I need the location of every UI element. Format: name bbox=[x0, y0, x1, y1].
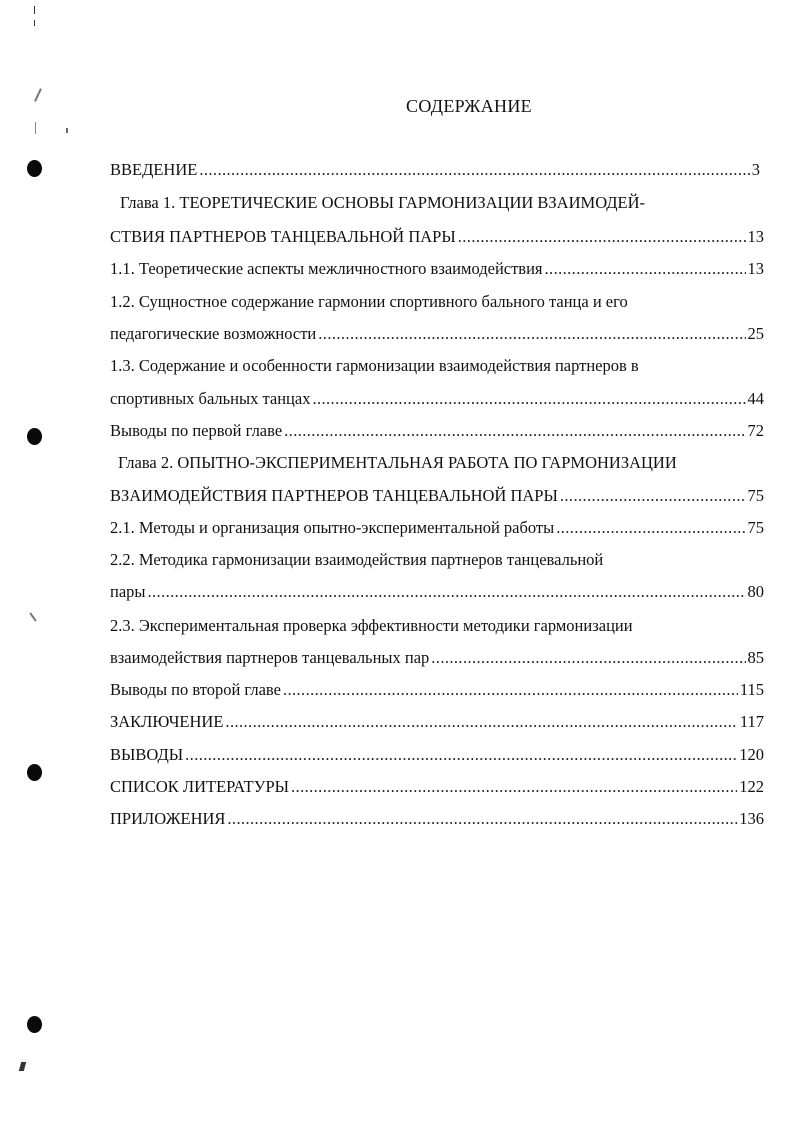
toc-entry-chapter1 bbox=[110, 227, 764, 247]
toc-dot-leader bbox=[291, 777, 737, 797]
toc-page-number: 115 bbox=[739, 680, 764, 699]
toc-entry-1-2-line1: 1.2. Сущностное содержание гармонии спортивного бального танца и его bbox=[110, 292, 628, 311]
toc-dot-leader bbox=[148, 582, 746, 602]
page-title: СОДЕРЖАНИЕ bbox=[406, 96, 532, 116]
toc-entry-title: ВЫВОДЫ bbox=[110, 745, 184, 764]
toc-entry-title: 2.1. Методы и организация опытно-экспериментальной работы bbox=[110, 518, 555, 537]
toc-page-number: 117 bbox=[739, 712, 764, 731]
toc-entry-title: ЗАКЛЮЧЕНИЕ bbox=[110, 712, 224, 731]
toc-entry-findings bbox=[110, 745, 764, 765]
toc-entry-chapter2-line1: Глава 2. ОПЫТНО-ЭКСПЕРИМЕНТАЛЬНАЯ РАБОТА ПО ГАРМОНИЗАЦИИ bbox=[118, 453, 677, 472]
toc-dot-leader bbox=[545, 259, 746, 279]
toc-page-number: 25 bbox=[747, 324, 764, 343]
toc-page-number: 72 bbox=[747, 421, 764, 440]
toc-dot-leader bbox=[185, 745, 737, 765]
toc-entry-title: педагогические возможности bbox=[110, 324, 317, 343]
toc-dot-leader bbox=[284, 421, 745, 441]
toc-entry-2-3-line1: 2.3. Экспериментальная проверка эффективности методики гармонизации bbox=[110, 616, 633, 635]
toc-dot-leader bbox=[458, 227, 746, 247]
toc-dot-leader bbox=[199, 160, 749, 180]
toc-entry-introduction bbox=[110, 160, 760, 180]
toc-page-number: 75 bbox=[747, 518, 764, 537]
toc-dot-leader bbox=[283, 680, 738, 700]
toc-page-number: 120 bbox=[739, 745, 764, 764]
toc-entry-title: пары bbox=[110, 582, 146, 601]
toc-page-number: 75 bbox=[747, 486, 764, 505]
toc-entry-1-3 bbox=[110, 389, 764, 409]
toc-entry-conclusions-ch2 bbox=[110, 680, 764, 700]
toc-entry-chapter2 bbox=[110, 486, 764, 506]
toc-entry-title: ВЗАИМОДЕЙСТВИЯ ПАРТНЕРОВ ТАНЦЕВАЛЬНОЙ ПАРЫ bbox=[110, 486, 558, 505]
toc-page-number: 136 bbox=[739, 809, 764, 828]
toc-entry-1-3-line1: 1.3. Содержание и особенности гармонизации взаимодействия партнеров в bbox=[110, 356, 639, 375]
toc-entry-title: ПРИЛОЖЕНИЯ bbox=[110, 809, 226, 828]
toc-entry-title: 1.1. Теоретические аспекты межличностного взаимодействия bbox=[110, 259, 543, 278]
toc-entry-conclusion bbox=[110, 712, 764, 732]
toc-entry-2-2 bbox=[110, 582, 764, 602]
toc-entry-title: спортивных бальных танцах bbox=[110, 389, 311, 408]
toc-dot-leader bbox=[227, 809, 737, 829]
toc-entry-2-2-line1: 2.2. Методика гармонизации взаимодействия партнеров танцевальной bbox=[110, 550, 604, 569]
toc-entry-title: взаимодействия партнеров танцевальных пар bbox=[110, 648, 430, 667]
toc-entry-chapter1-line1: Глава 1. ТЕОРЕТИЧЕСКИЕ ОСНОВЫ ГАРМОНИЗАЦИИ ВЗАИМОДЕЙ- bbox=[120, 193, 646, 212]
toc-page-number: 85 bbox=[747, 648, 764, 667]
toc-entry-bibliography bbox=[110, 777, 764, 797]
toc-entry-1-1 bbox=[110, 259, 764, 279]
toc-dot-leader bbox=[312, 389, 745, 409]
toc-entry-2-1 bbox=[110, 518, 764, 538]
toc-entry-2-3 bbox=[110, 648, 764, 668]
toc-dot-leader bbox=[318, 324, 745, 344]
toc-entry-appendices bbox=[110, 809, 764, 829]
toc-entry-title: СТВИЯ ПАРТНЕРОВ ТАНЦЕВАЛЬНОЙ ПАРЫ bbox=[110, 227, 456, 246]
toc-dot-leader bbox=[560, 486, 746, 506]
toc-entry-title: Выводы по первой главе bbox=[110, 421, 283, 440]
toc-page-number: 122 bbox=[739, 777, 764, 796]
toc-entry-conclusions-ch1 bbox=[110, 421, 764, 441]
toc-page-number: 3 bbox=[751, 160, 760, 179]
toc-page-number: 80 bbox=[747, 582, 764, 601]
toc-dot-leader bbox=[431, 648, 745, 668]
toc-entry-title: СПИСОК ЛИТЕРАТУРЫ bbox=[110, 777, 290, 796]
toc-page-number: 44 bbox=[747, 389, 764, 408]
toc-page-number: 13 bbox=[747, 227, 764, 246]
toc-entry-1-2 bbox=[110, 324, 764, 344]
toc-dot-leader bbox=[225, 712, 737, 732]
toc-dot-leader bbox=[556, 518, 745, 538]
toc-entry-title: ВВЕДЕНИЕ bbox=[110, 160, 198, 179]
toc-entry-title: Выводы по второй главе bbox=[110, 680, 281, 699]
toc-page-number: 13 bbox=[747, 259, 764, 278]
